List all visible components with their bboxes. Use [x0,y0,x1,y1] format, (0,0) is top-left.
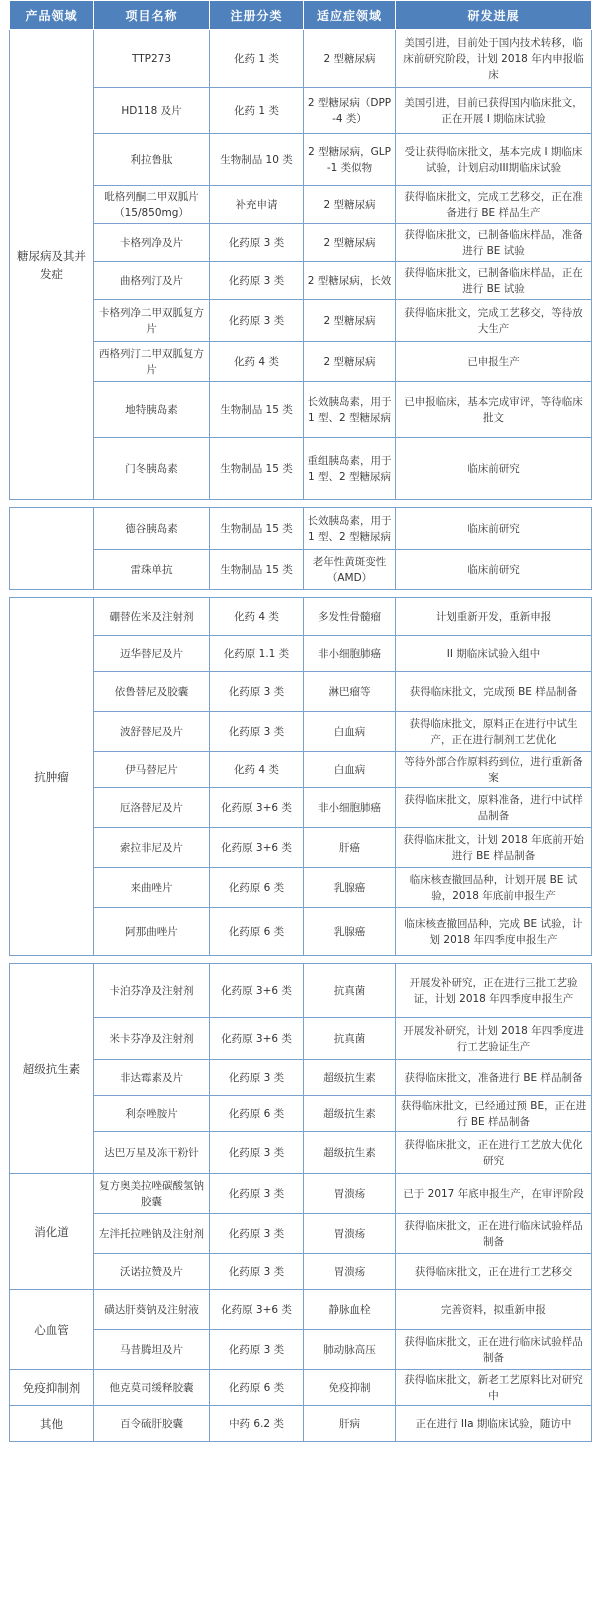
cell-registration-class: 化药原 3 类 [210,1254,304,1290]
table-row [10,438,592,500]
table-row [10,300,592,342]
cell-project-name: 复方奥美拉唑碳酸氢钠胶囊 [94,1174,210,1214]
cell-indication: 老年性黄斑变性（AMD） [304,550,396,590]
table-row [10,1330,592,1370]
table-row [10,1254,592,1290]
cell-project-name: 利奈唑胺片 [94,1096,210,1132]
cell-project-name: 他克莫司缓释胶囊 [94,1370,210,1406]
cell-project-name: 卡格列净二甲双胍复方片 [94,300,210,342]
cell-indication: 2 型糖尿病 [304,224,396,262]
cell-project-name: 利拉鲁肽 [94,134,210,186]
cell-registration-class: 化药原 3 类 [210,262,304,300]
cell-project-name: 西格列汀二甲双胍复方片 [94,342,210,382]
cell-indication: 免疫抑制 [304,1370,396,1406]
table-header-row [10,1,592,30]
cell-rd-progress: 获得临床批文，原料准备，进行中试样品制备 [396,788,592,828]
cell-registration-class: 化药 4 类 [210,752,304,788]
cell-product-field: 消化道 [10,1174,94,1290]
cell-project-name: 地特胰岛素 [94,382,210,438]
cell-indication: 2 型糖尿病（DPP-4 类） [304,88,396,134]
cell-project-name: 波舒替尼及片 [94,712,210,752]
table-row [10,88,592,134]
cell-rd-progress: 临床前研究 [396,550,592,590]
cell-project-name: 索拉非尼及片 [94,828,210,868]
table-row [10,788,592,828]
cell-rd-progress: 已申报临床，基本完成审评，等待临床批文 [396,382,592,438]
cell-registration-class: 化药原 6 类 [210,908,304,956]
cell-product-field: 其他 [10,1406,94,1442]
cell-rd-progress: 完善资料，拟重新申报 [396,1290,592,1330]
cell-project-name: 伊马替尼片 [94,752,210,788]
cell-project-name: 来曲唑片 [94,868,210,908]
table-row [10,908,592,956]
cell-rd-progress: 临床前研究 [396,438,592,500]
cell-indication: 胃溃疡 [304,1174,396,1214]
header-indication: 适应症领域 [304,1,396,30]
cell-project-name: 厄洛替尼及片 [94,788,210,828]
cell-rd-progress: 临床核查撤回品种，计划开展 BE 试验，2018 年底前申报生产 [396,868,592,908]
cell-registration-class: 化药原 3+6 类 [210,1290,304,1330]
table-row [10,1406,592,1442]
cell-rd-progress: II 期临床试验入组中 [396,636,592,672]
cell-indication: 抗真菌 [304,964,396,1018]
cell-rd-progress: 美国引进，目前已获得国内临床批文，正在开展 I 期临床试验 [396,88,592,134]
cell-project-name: 百令硫肝胶囊 [94,1406,210,1442]
cell-indication: 超级抗生素 [304,1060,396,1096]
cell-indication: 肺动脉高压 [304,1330,396,1370]
cell-project-name: 非达霉素及片 [94,1060,210,1096]
table-row [10,1370,592,1406]
cell-registration-class: 化药原 3 类 [210,1174,304,1214]
cell-registration-class: 化药原 3 类 [210,1132,304,1174]
cell-project-name: 沃诺拉赞及片 [94,1254,210,1290]
cell-indication: 肝癌 [304,828,396,868]
cell-registration-class: 化药原 6 类 [210,868,304,908]
cell-registration-class: 化药原 3 类 [210,712,304,752]
cell-registration-class: 化药 1 类 [210,88,304,134]
cell-rd-progress: 已于 2017 年底申报生产，在审评阶段 [396,1174,592,1214]
cell-rd-progress: 获得临床批文，准备进行 BE 样品制备 [396,1060,592,1096]
table-row [10,30,592,88]
cell-rd-progress: 获得临床批文，原料正在进行中试生产，正在进行制剂工艺优化 [396,712,592,752]
cell-registration-class: 化药原 3+6 类 [210,964,304,1018]
cell-project-name: 米卡芬净及注射剂 [94,1018,210,1060]
cell-registration-class: 化药原 3 类 [210,300,304,342]
cell-rd-progress: 开展发补研究，正在进行三批工艺验证，计划 2018 年四季度申报生产 [396,964,592,1018]
cell-rd-progress: 开展发补研究，计划 2018 年四季度进行工艺验证生产 [396,1018,592,1060]
cell-project-name: 阿那曲唑片 [94,908,210,956]
section-gap [10,956,592,964]
cell-indication: 肝病 [304,1406,396,1442]
cell-registration-class: 化药 4 类 [210,342,304,382]
table-row [10,828,592,868]
cell-indication: 胃溃疡 [304,1254,396,1290]
section-gap-cell [10,500,592,508]
table-row [10,382,592,438]
cell-indication: 2 型糖尿病 [304,186,396,224]
cell-registration-class: 化药原 3 类 [210,1330,304,1370]
header-project-name: 项目名称 [94,1,210,30]
cell-indication: 白血病 [304,752,396,788]
cell-registration-class: 化药原 3 类 [210,1214,304,1254]
cell-project-name: 曲格列汀及片 [94,262,210,300]
cell-registration-class: 生物制品 15 类 [210,508,304,550]
section-gap [10,500,592,508]
cell-registration-class: 化药原 3 类 [210,1060,304,1096]
cell-rd-progress: 获得临床批文，正在进行临床试验样品制备 [396,1330,592,1370]
cell-rd-progress: 获得临床批文，已制备临床样品，准备进行 BE 试验 [396,224,592,262]
cell-rd-progress: 临床核查撤回品种，完成 BE 试验，计划 2018 年四季度申报生产 [396,908,592,956]
cell-indication: 长效胰岛素，用于 1 型、2 型糖尿病 [304,382,396,438]
cell-indication: 超级抗生素 [304,1096,396,1132]
cell-indication: 非小细胞肺癌 [304,636,396,672]
table-row [10,636,592,672]
cell-indication: 乳腺癌 [304,868,396,908]
cell-rd-progress: 获得临床批文，计划 2018 年底前开始进行 BE 样品制备 [396,828,592,868]
cell-indication: 2 型糖尿病，长效 [304,262,396,300]
cell-indication: 静脉血栓 [304,1290,396,1330]
cell-project-name: 迈华替尼及片 [94,636,210,672]
table-row [10,224,592,262]
cell-rd-progress: 受让获得临床批文，基本完成 I 期临床试验，计划启动III期临床试验 [396,134,592,186]
table-row [10,868,592,908]
cell-rd-progress: 获得临床批文，完成工艺移交，等待放大生产 [396,300,592,342]
table-row [10,186,592,224]
cell-project-name: 磺达肝葵钠及注射液 [94,1290,210,1330]
cell-project-name: TTP273 [94,30,210,88]
cell-rd-progress: 获得临床批文，正在进行工艺放大优化研究 [396,1132,592,1174]
cell-registration-class: 生物制品 15 类 [210,382,304,438]
table-row [10,1018,592,1060]
table-body [10,30,592,1442]
cell-registration-class: 化药原 6 类 [210,1370,304,1406]
cell-rd-progress: 获得临床批文，正在进行工艺移交 [396,1254,592,1290]
cell-indication: 长效胰岛素，用于 1 型、2 型糖尿病 [304,508,396,550]
cell-indication: 多发性骨髓瘤 [304,598,396,636]
table-row [10,752,592,788]
cell-rd-progress: 正在进行 IIa 期临床试验，随访中 [396,1406,592,1442]
cell-rd-progress: 获得临床批文，已制备临床样品，正在进行 BE 试验 [396,262,592,300]
cell-registration-class: 补充申请 [210,186,304,224]
cell-registration-class: 生物制品 10 类 [210,134,304,186]
cell-rd-progress: 获得临床批文，正在进行临床试验样品制备 [396,1214,592,1254]
table-row [10,508,592,550]
table-row [10,1174,592,1214]
cell-product-field: 免疫抑制剂 [10,1370,94,1406]
cell-registration-class: 化药原 1.1 类 [210,636,304,672]
section-gap-cell [10,956,592,964]
cell-rd-progress: 美国引进，目前处于国内技术转移，临床前研究阶段，计划 2018 年内申报临床 [396,30,592,88]
header-registration-class: 注册分类 [210,1,304,30]
cell-registration-class: 化药原 3+6 类 [210,1018,304,1060]
cell-indication: 非小细胞肺癌 [304,788,396,828]
cell-indication: 白血病 [304,712,396,752]
table-row [10,1132,592,1174]
cell-product-field: 心血管 [10,1290,94,1370]
table-row [10,1214,592,1254]
table-row [10,964,592,1018]
cell-project-name: 卡格列净及片 [94,224,210,262]
cell-indication: 2 型糖尿病 [304,342,396,382]
cell-registration-class: 生物制品 15 类 [210,438,304,500]
pipeline-table [9,0,592,1442]
cell-project-name: 达巴万星及冻干粉针 [94,1132,210,1174]
cell-registration-class: 化药原 3 类 [210,672,304,712]
table-row [10,550,592,590]
cell-indication: 乳腺癌 [304,908,396,956]
cell-registration-class: 化药原 3 类 [210,224,304,262]
table-row [10,262,592,300]
cell-project-name: 马昔腾坦及片 [94,1330,210,1370]
cell-indication: 抗真菌 [304,1018,396,1060]
cell-indication: 2 型糖尿病 [304,300,396,342]
table-row [10,342,592,382]
cell-registration-class: 化药 1 类 [210,30,304,88]
cell-product-field: 糖尿病及其并发症 [10,30,94,500]
cell-project-name: 卡泊芬净及注射剂 [94,964,210,1018]
section-gap [10,590,592,598]
table-row [10,1290,592,1330]
table-row [10,1060,592,1096]
cell-indication: 超级抗生素 [304,1132,396,1174]
table-row [10,134,592,186]
cell-project-name: 左泮托拉唑钠及注射剂 [94,1214,210,1254]
table-row [10,598,592,636]
cell-registration-class: 中药 6.2 类 [210,1406,304,1442]
cell-project-name: 依鲁替尼及胶囊 [94,672,210,712]
cell-rd-progress: 获得临床批文，新老工艺原料比对研究中 [396,1370,592,1406]
cell-registration-class: 化药原 3+6 类 [210,788,304,828]
cell-rd-progress: 临床前研究 [396,508,592,550]
cell-rd-progress: 获得临床批文，已经通过预 BE，正在进行 BE 样品制备 [396,1096,592,1132]
cell-registration-class: 化药 4 类 [210,598,304,636]
cell-project-name: 雷珠单抗 [94,550,210,590]
header-product-field: 产品领域 [10,1,94,30]
cell-indication: 重组胰岛素，用于 1 型、2 型糖尿病 [304,438,396,500]
cell-project-name: 门冬胰岛素 [94,438,210,500]
header-rd-progress: 研发进展 [396,1,592,30]
cell-project-name: 硼替佐米及注射剂 [94,598,210,636]
cell-indication: 2 型糖尿病，GLP-1 类似物 [304,134,396,186]
cell-rd-progress: 获得临床批文，完成工艺移交，正在准备进行 BE 样品生产 [396,186,592,224]
table-row [10,712,592,752]
cell-registration-class: 化药原 6 类 [210,1096,304,1132]
table-row [10,672,592,712]
cell-rd-progress: 获得临床批文，完成预 BE 样品制备 [396,672,592,712]
cell-product-field: 抗肿瘤 [10,598,94,956]
cell-project-name: HD118 及片 [94,88,210,134]
cell-indication: 淋巴瘤等 [304,672,396,712]
section-gap-cell [10,590,592,598]
cell-rd-progress: 已申报生产 [396,342,592,382]
cell-registration-class: 生物制品 15 类 [210,550,304,590]
cell-indication: 胃溃疡 [304,1214,396,1254]
table-row [10,1096,592,1132]
cell-product-field: 超级抗生素 [10,964,94,1174]
cell-product-field [10,508,94,590]
cell-project-name: 德谷胰岛素 [94,508,210,550]
cell-rd-progress: 等待外部合作原料药到位，进行重新备案 [396,752,592,788]
cell-project-name: 吡格列酮二甲双胍片（15/850mg） [94,186,210,224]
cell-registration-class: 化药原 3+6 类 [210,828,304,868]
cell-indication: 2 型糖尿病 [304,30,396,88]
cell-rd-progress: 计划重新开发，重新申报 [396,598,592,636]
